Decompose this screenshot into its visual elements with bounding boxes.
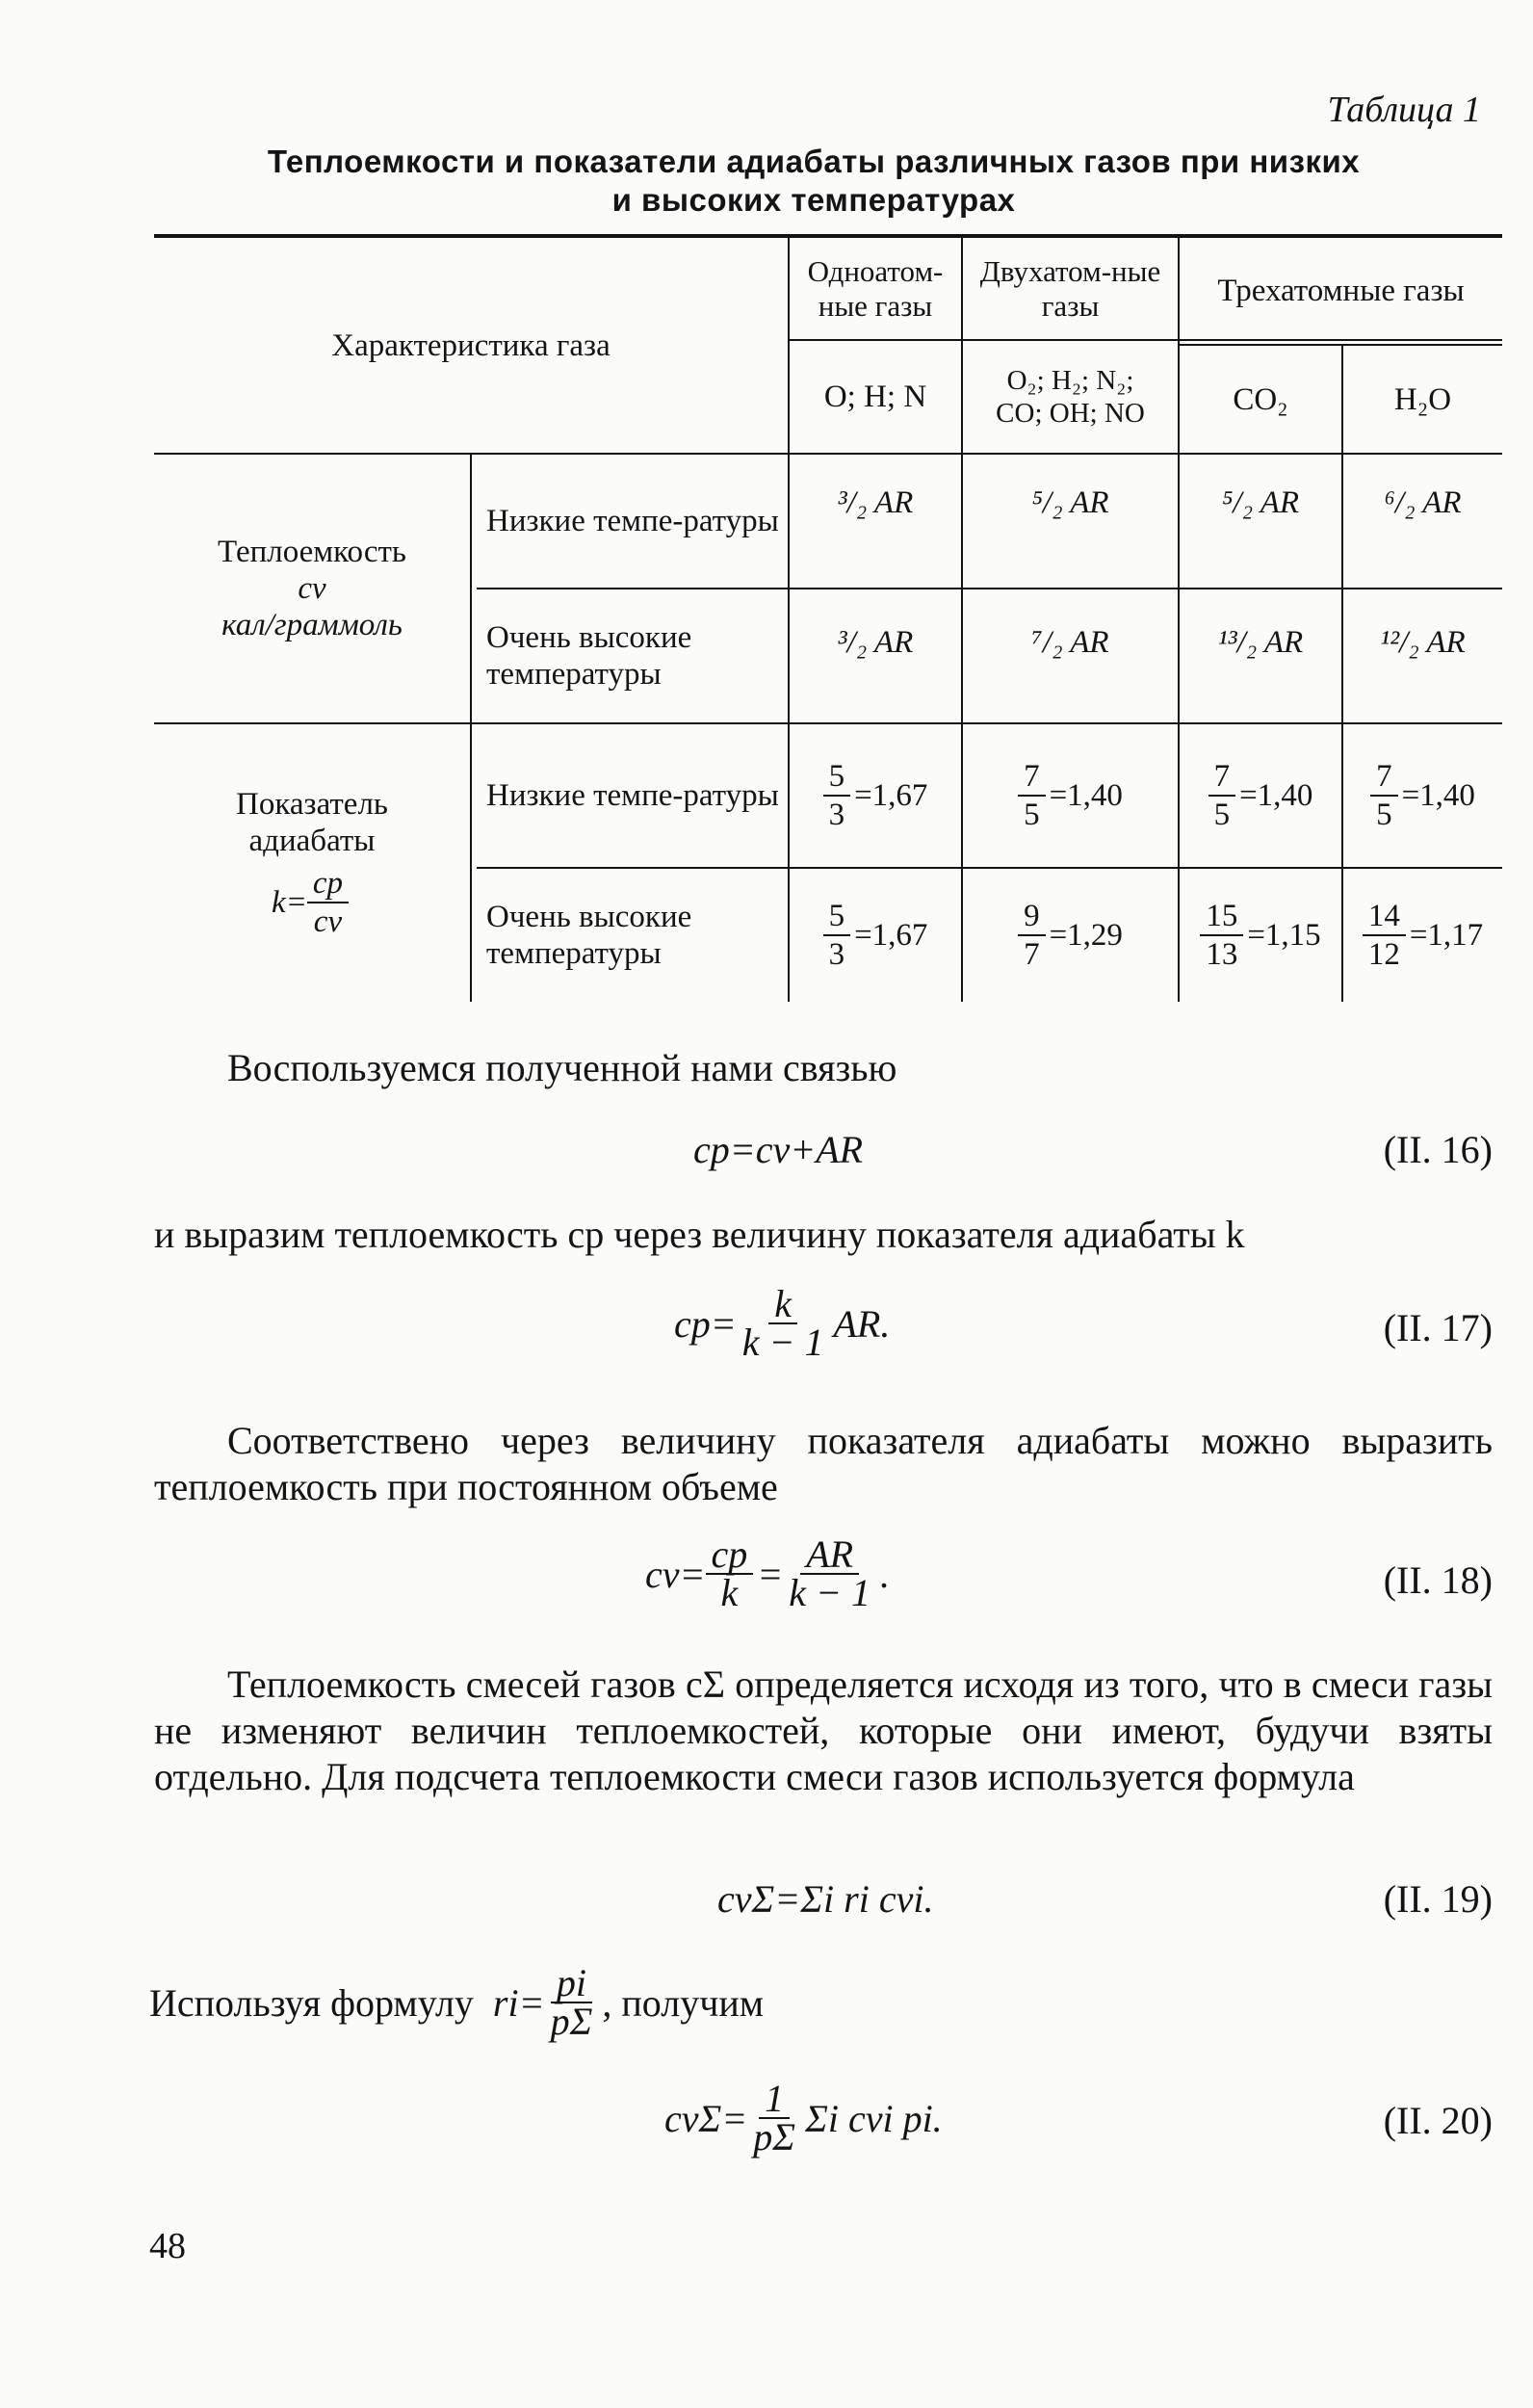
sub-di-line2: CO; OH; NO bbox=[996, 398, 1145, 429]
k-high-mono bbox=[790, 869, 961, 1002]
group2-k: k= bbox=[271, 885, 307, 920]
paragraph-2: и выразим теплоемкость cp через величину показателя адиабаты k bbox=[154, 1213, 1245, 1256]
group1-unit: кал/граммоль bbox=[221, 608, 403, 642]
paragraph-1: Воспользуемся полученной нами связью bbox=[227, 1046, 897, 1089]
page-number: 48 bbox=[149, 2226, 186, 2266]
equation-17-number: (II. 17) bbox=[1383, 1306, 1493, 1349]
frac-value: =1,29 bbox=[1049, 918, 1123, 953]
eq17-numerator: k bbox=[768, 1286, 797, 1324]
eq18-end: . bbox=[880, 1552, 891, 1596]
equation-20-number: (II. 20) bbox=[1383, 2099, 1493, 2142]
cv-low-label: Низкие темпе-ратуры bbox=[486, 504, 779, 538]
eq18-frac1-den: k bbox=[720, 1571, 739, 1614]
frac-value: =1,40 bbox=[1401, 778, 1475, 813]
equation-18 bbox=[645, 1532, 891, 1614]
eq18-equals: = bbox=[757, 1552, 784, 1596]
cv-low-mono: ³/₂ AR bbox=[837, 485, 914, 520]
k-low-h2o bbox=[1343, 724, 1502, 867]
cv-low-di: ⁵/₂ AR bbox=[1031, 485, 1109, 520]
p5-formula-den: pΣ bbox=[550, 2000, 593, 2043]
paragraph-3: Соответствено через величину показателя адиабаты можно выразить теплоемкость при постоянном объеме bbox=[154, 1419, 1493, 1508]
k-high-label: Очень высокие температуры bbox=[486, 900, 692, 971]
header-characteristic: Характеристика газа bbox=[331, 327, 611, 363]
frac-den: 5 bbox=[1376, 798, 1392, 832]
frac-den: 5 bbox=[1024, 798, 1040, 832]
eq20-left: cvΣ= bbox=[664, 2096, 748, 2140]
frac-den: 5 bbox=[1213, 798, 1231, 832]
frac-den: 13 bbox=[1206, 937, 1238, 972]
cv-low-co2: ⁵/₂ AR bbox=[1221, 485, 1300, 520]
group-heat-capacity bbox=[154, 455, 470, 722]
equation-19: cvΣ=Σi ri cvi. bbox=[717, 1877, 934, 1921]
equation-18-number: (II. 18) bbox=[1383, 1558, 1493, 1602]
table-title bbox=[144, 143, 1483, 220]
sub-di bbox=[963, 341, 1178, 453]
frac-num: 14 bbox=[1363, 898, 1406, 936]
header-monoatomic: Одноатом-ные газы bbox=[807, 253, 944, 323]
cv-high-co2: ¹³/₂ AR bbox=[1217, 625, 1304, 660]
cv-high-di: ⁷/₂ AR bbox=[1031, 625, 1109, 660]
group2-den: cv bbox=[313, 904, 343, 939]
frac-den: 3 bbox=[828, 798, 845, 832]
frac-value: =1,40 bbox=[1049, 778, 1123, 813]
k-high-di bbox=[963, 869, 1178, 1002]
cv-high-h2o: ¹²/₂ AR bbox=[1380, 625, 1466, 660]
header-diatomic: Двухатом-ные газы bbox=[979, 253, 1161, 323]
eq20-frac-den: pΣ bbox=[753, 2115, 796, 2159]
k-low-label: Низкие темпе-ратуры bbox=[486, 778, 779, 813]
p5-text-a: Используя формулу bbox=[149, 1980, 474, 2025]
frac-value: =1,40 bbox=[1239, 778, 1313, 813]
eq17-right: AR. bbox=[833, 1301, 891, 1346]
eq18-frac2-num: AR bbox=[800, 1536, 859, 1575]
paragraph-5 bbox=[149, 1961, 765, 2043]
frac-den: 7 bbox=[1024, 937, 1040, 972]
group-adiabatic-index bbox=[154, 724, 470, 1002]
frac-value: =1,67 bbox=[854, 778, 928, 813]
k-low-co2 bbox=[1180, 724, 1341, 867]
sub-co2: CO₂ bbox=[1233, 381, 1288, 417]
k-low-di bbox=[963, 724, 1178, 867]
table-caption: Таблица 1 bbox=[1327, 90, 1481, 130]
frac-value: =1,67 bbox=[854, 918, 928, 953]
sub-di-line1: O₂; H₂; N₂; bbox=[1006, 365, 1134, 396]
group1-title: Теплоемкость bbox=[218, 535, 406, 569]
cv-high-label: Очень высокие температуры bbox=[486, 620, 692, 692]
cv-high-mono: ³/₂ AR bbox=[837, 625, 914, 660]
group1-symbol: cv bbox=[298, 571, 326, 606]
table-title-line2: и высоких температурах bbox=[611, 182, 1016, 218]
k-high-h2o bbox=[1343, 869, 1502, 1002]
cv-low-h2o: ⁶/₂ AR bbox=[1384, 485, 1462, 520]
p5-formula-left: ri= bbox=[492, 1980, 545, 2025]
eq17-denominator: k − 1 bbox=[741, 1321, 824, 1364]
frac-num: 5 bbox=[823, 758, 851, 797]
group2-title-2: адиабаты bbox=[248, 824, 376, 858]
eq18-frac1-num: cp bbox=[706, 1536, 754, 1575]
frac-num: 5 bbox=[823, 898, 851, 936]
paragraph-4: Теплоемкость смесей газов cΣ определяется исходя из того, что в смеси газы не изменяют величин теплоемкостей, которые они имеют, будучи взяты отдельно. Для подсчета теплоемкости смеси газов используется формула bbox=[154, 1662, 1493, 1798]
frac-num: 7 bbox=[1370, 758, 1398, 797]
eq20-right: Σi cvi pi. bbox=[805, 2096, 943, 2140]
equation-16-number: (II. 16) bbox=[1383, 1128, 1493, 1171]
eq18-frac2-den: k − 1 bbox=[789, 1571, 871, 1614]
table-title-line1: Теплоемкости и показатели адиабаты различных газов при низких bbox=[267, 144, 1361, 179]
frac-value: =1,17 bbox=[1409, 918, 1484, 953]
group2-title-1: Показатель bbox=[236, 787, 388, 822]
sub-mono: O; H; N bbox=[823, 380, 927, 414]
p5-text-b: , получим bbox=[602, 1980, 765, 2025]
eq20-frac-num: 1 bbox=[759, 2081, 790, 2119]
frac-num: 7 bbox=[1018, 758, 1046, 797]
group2-num: cp bbox=[307, 865, 349, 903]
equation-16: cp=cv+AR bbox=[693, 1128, 864, 1171]
frac-den: 12 bbox=[1367, 937, 1400, 972]
frac-num: 15 bbox=[1200, 898, 1243, 936]
header-triatomic: Трехатомные газы bbox=[1217, 274, 1465, 308]
frac-value: =1,15 bbox=[1247, 918, 1321, 953]
col-line-group bbox=[470, 455, 472, 1002]
sub-h2o: H₂O bbox=[1393, 381, 1452, 417]
eq17-left: cp= bbox=[674, 1301, 737, 1346]
equation-17 bbox=[674, 1282, 891, 1364]
equation-20 bbox=[664, 2077, 943, 2159]
frac-num: 9 bbox=[1018, 898, 1046, 936]
eq18-left: cv= bbox=[645, 1552, 706, 1596]
p5-formula-num: pi bbox=[551, 1965, 592, 2003]
equation-19-number: (II. 19) bbox=[1383, 1877, 1493, 1921]
group2-formula bbox=[272, 865, 352, 940]
k-low-mono bbox=[790, 724, 961, 867]
k-high-co2 bbox=[1180, 869, 1341, 1002]
frac-num: 7 bbox=[1208, 758, 1236, 797]
frac-den: 3 bbox=[828, 937, 845, 972]
